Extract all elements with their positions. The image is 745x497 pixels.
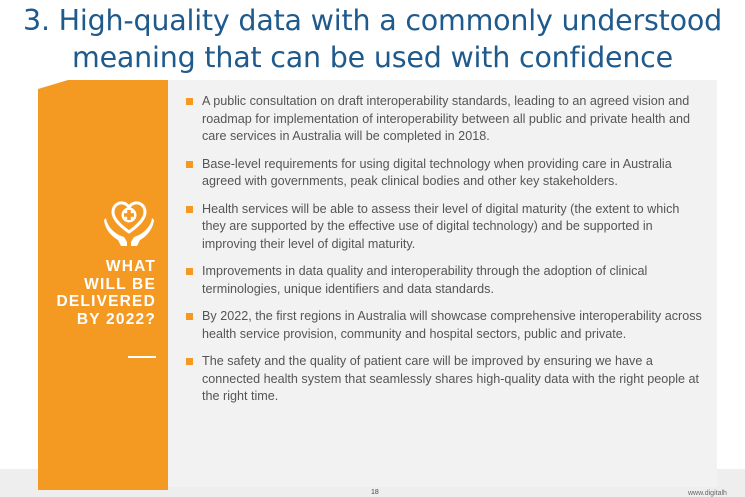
delivered-heading-line-3: DELIVERED	[56, 293, 156, 310]
list-item	[186, 308, 706, 343]
bullet-square-icon	[186, 313, 193, 320]
bullet-square-icon	[186, 98, 193, 105]
list-item-text: By 2022, the first regions in Australia will showcase comprehensive interoperability across health service provision, community and hospital sectors, public and private.	[202, 309, 702, 341]
list-item-text: Improvements in data quality and interoperability through the adoption of clinical terminologies, unique identifiers and data standards.	[202, 264, 648, 296]
heart-hands-medical-cross-icon	[100, 192, 158, 250]
list-item	[186, 156, 706, 191]
page-number: 18	[371, 489, 379, 496]
bullet-square-icon	[186, 161, 193, 168]
footer-url: www.digitalh	[688, 490, 727, 497]
deliverables-list	[186, 93, 706, 416]
list-item-text: A public consultation on draft interoperability standards, leading to an agreed vision and roadmap for implementation of interoperability between all public and private health and care services in Australia will be completed in 2018.	[202, 94, 690, 143]
list-item	[186, 201, 706, 254]
list-item-text: The safety and the quality of patient care will be improved by ensuring we have a connected health system that seamlessly shares high-quality data with the right people at the right time.	[202, 354, 700, 403]
delivered-heading-line-1: WHAT	[105, 258, 156, 275]
delivered-heading	[38, 258, 156, 328]
list-item	[186, 353, 706, 406]
list-item	[186, 93, 706, 146]
slide-title-line-1: 3. High-quality data with a commonly understood	[23, 4, 722, 37]
list-item-text: Health services will be able to assess their level of digital maturity (the extent to which they are supported by the effective use of digital technology) and be supported in improving their level of digital maturity.	[202, 201, 680, 251]
delivered-heading-line-2: WILL BE	[84, 275, 156, 293]
bullet-square-icon	[186, 358, 193, 365]
slide-title-line-2: meaning that can be used with confidence	[72, 41, 673, 74]
heading-underline-dash	[128, 356, 156, 358]
bullet-square-icon	[186, 206, 193, 213]
bullet-square-icon	[186, 268, 193, 275]
delivered-heading-line-4: BY 2022?	[76, 310, 156, 328]
list-item-text: Base-level requirements for using digital technology when providing care in Australia agreed with governments, peak clinical bodies and other key stakeholders.	[202, 156, 672, 188]
list-item	[186, 263, 706, 298]
slide-title	[0, 2, 745, 76]
